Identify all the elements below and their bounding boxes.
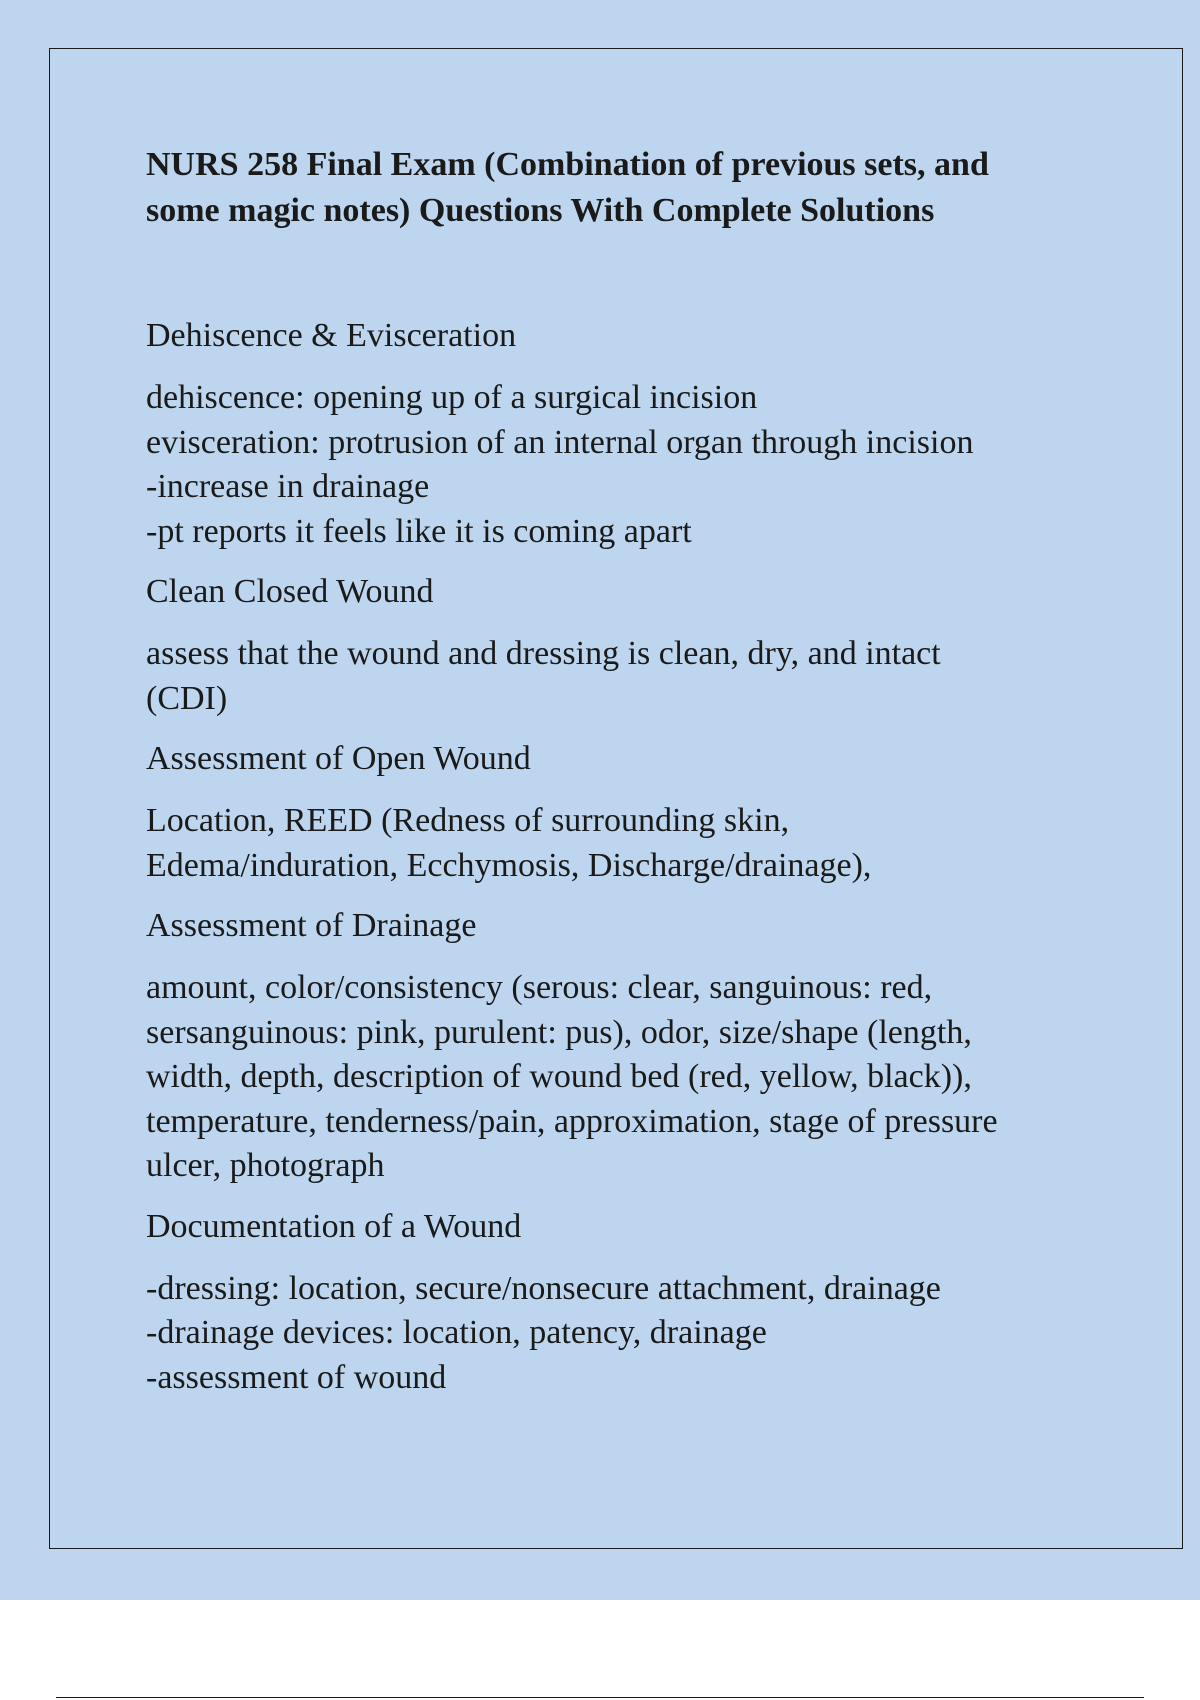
definition <box>146 966 1086 1189</box>
definition-line: Location, REED (Redness of surrounding skin, <box>146 802 790 839</box>
term: Dehiscence & Evisceration <box>146 317 517 354</box>
title-line: NURS 258 Final Exam (Combination of previous sets, and <box>146 146 989 183</box>
definition-line: assess that the wound and dressing is clean, dry, and intact <box>146 635 941 672</box>
definition-line: width, depth, description of wound bed (red, yellow, black)), <box>146 1058 972 1095</box>
definition-line: -drainage devices: location, patency, drainage <box>146 1314 767 1351</box>
definition-line: ulcer, photograph <box>146 1147 385 1184</box>
document-title <box>146 142 1086 234</box>
definition-line: -pt reports it feels like it is coming apart <box>146 512 692 550</box>
term: Clean Closed Wound <box>146 573 434 610</box>
document-content <box>146 142 1086 1416</box>
term: Assessment of Drainage <box>146 907 477 944</box>
card-documentation-wound <box>146 1205 1086 1401</box>
definition <box>146 632 1086 721</box>
card-dehiscence-evisceration <box>146 314 1086 554</box>
definition <box>146 799 1086 888</box>
term: Assessment of Open Wound <box>146 740 531 777</box>
definition-line: evisceration: protrusion of an internal organ through incision <box>146 423 974 461</box>
definition-line: amount, color/consistency (serous: clear, sanguinous: red, <box>146 969 933 1006</box>
definition-line: temperature, tenderness/pain, approximation, stage of pressure <box>146 1102 998 1140</box>
definition-line: (CDI) <box>146 679 228 717</box>
card-assessment-drainage <box>146 904 1086 1189</box>
definition <box>146 376 1086 554</box>
definition-line: -dressing: location, secure/nonsecure attachment, drainage <box>146 1269 941 1307</box>
title-line: some magic notes) Questions With Complete Solutions <box>146 192 935 229</box>
definition <box>146 1267 1086 1401</box>
card-clean-closed-wound <box>146 570 1086 721</box>
card-assessment-open-wound <box>146 737 1086 888</box>
definition-line: sersanguinous: pink, purulent: pus), odor, size/shape (length, <box>146 1013 972 1051</box>
footer-divider <box>56 1697 1144 1698</box>
definition-line: -increase in drainage <box>146 468 430 505</box>
definition-line: Edema/induration, Ecchymosis, Discharge/drainage), <box>146 846 872 884</box>
term: Documentation of a Wound <box>146 1207 522 1245</box>
definition-line: dehiscence: opening up of a surgical incision <box>146 379 758 416</box>
definition-line: -assessment of wound <box>146 1358 447 1396</box>
